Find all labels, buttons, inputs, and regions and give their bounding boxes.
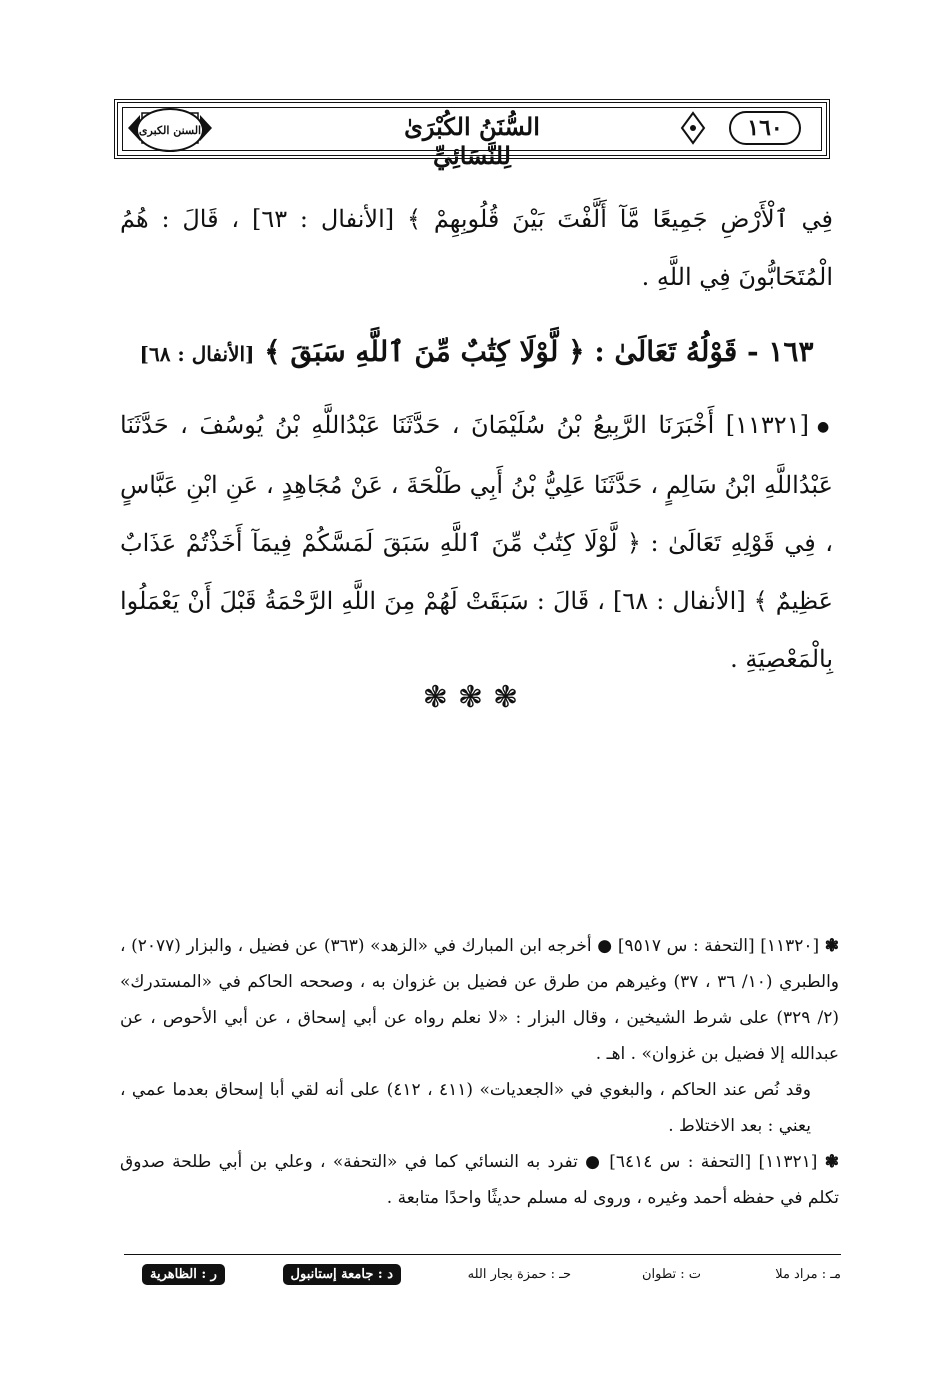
page-number: ١٦٠ [729,111,800,145]
chapter-heading [120,324,833,382]
chapter-heading-title: ١٦٣ - قَوْلُهُ تَعَالَىٰ : ﴿ لَّوْلَا كِتَٰبٌ مِّنَ ٱللَّهِ سَبَقَ ﴾ [264,335,814,368]
book-title: السُّنَنُ الكُبْرَىٰ لِلنَّسَائِيِّ [404,112,540,170]
footnote-2-text: [١١٣٢١] [التحفة : س ٦٤١٤] ● تفرد به النسائي كما في «التحفة» ، وعلي بن أبي طلحة صدوق تكلم في حفظه أحمد وغيره ، وروى له مسلم حديثًا واحدًا متابعة . [120,1152,839,1208]
legend-r-badge: ر : الظاهرية [142,1264,225,1285]
ornament-right-icon [680,111,706,145]
hadith-text: [١١٣٢١] أَخْبَرَنَا الرَّبِيعُ بْنُ سُلَيْمَانَ ، حَدَّثَنَا عَبْدُاللَّهِ بْنُ يُوسُفَ ، حَدَّثَنَا عَبْدُاللَّهِ ابْنُ سَالِمٍ ، حَدَّثَنَا عَلِيُّ بْنُ أَبِي طَلْحَةَ ، عَنْ مُجَاهِدٍ ، عَنِ ابْنِ عَبَّاسٍ ، فِي قَوْلِهِ تَعَالَىٰ : ﴿ لَّوْلَا كِتَٰبٌ مِّنَ ٱللَّهِ سَبَقَ لَمَسَّكُمْ فِيمَآ أَخَذْتُمْ عَذَابٌ عَظِيمٌ ﴾ [الأنفال : ٦٨] ، قَالَ : سَبَقَتْ لَهُمْ مِنَ اللَّهِ الرَّحْمَةُ قَبْلَ أَنْ يَعْمَلُوا بِالْمَعْصِيَةِ . [120,411,833,673]
footnotes [120,928,839,1216]
footnote-1-continuation: وقد نُص عند الحاكم ، والبغوي في «الجعديات» (٤١١ ، ٤١٢) على أنه لقي أبا إسحاق بعدما عمي ، يعني : بعد الاختلاط . [120,1080,812,1136]
legend-h: حـ : حمزة بجار الله [467,1267,571,1282]
main-text [120,190,833,688]
manuscript-legend [124,1262,841,1292]
book-emblem [136,108,204,152]
page-number-box [710,108,820,148]
section-separator: ❃❃❃ [422,680,529,715]
footnote-1 [120,928,839,1072]
intro-paragraph: فِي ٱلْأَرْضِ جَمِيعًا مَّآ أَلَّفْتَ بَيْنَ قُلُوبِهِمْ ﴾ [الأنفال : ٦٣] ، قَالَ : هُمُ الْمُتَحَابُّونَ فِي اللَّهِ . [120,205,833,291]
footnote-1-text: [١١٣٢٠] [التحفة : س ٩٥١٧] ● أخرجه ابن المبارك في «الزهد» (٣٦٣) عن فضيل ، والبزار (٢٠٧٧) ، والطبري (١٠/ ٣٦ ، ٣٧) وغيرهم من طرق عن فضيل بن غزوان به ، وصححه الحاكم في «المستدرك» (٢/ ٣٢٩) على شرط الشيخين ، وقال البزار : «لا نعلم رواه عن أبي إسحاق ، عن أبي الأحوص ، عن عبدالله إلا فضيل بن غزوان» . اهـ . [120,936,840,1064]
hadith-paragraph [120,396,833,688]
emblem-text: السنن الكبرى [138,123,202,137]
bullet-icon: ● [816,418,833,435]
footnote-mark-icon: ❃ [824,1152,839,1172]
footnote-mark-icon: ❃ [824,936,839,956]
legend-d-badge: د : جامعة إستانبول [283,1264,401,1285]
legend-t: ت : تطوان [641,1267,701,1282]
page-header [114,99,830,170]
chapter-heading-ref: [الأنفال : ٦٨] [139,342,255,366]
legend-m: مـ : مراد ملا [775,1267,841,1282]
footer-rule [124,1254,841,1255]
footnote-2 [120,1144,839,1216]
